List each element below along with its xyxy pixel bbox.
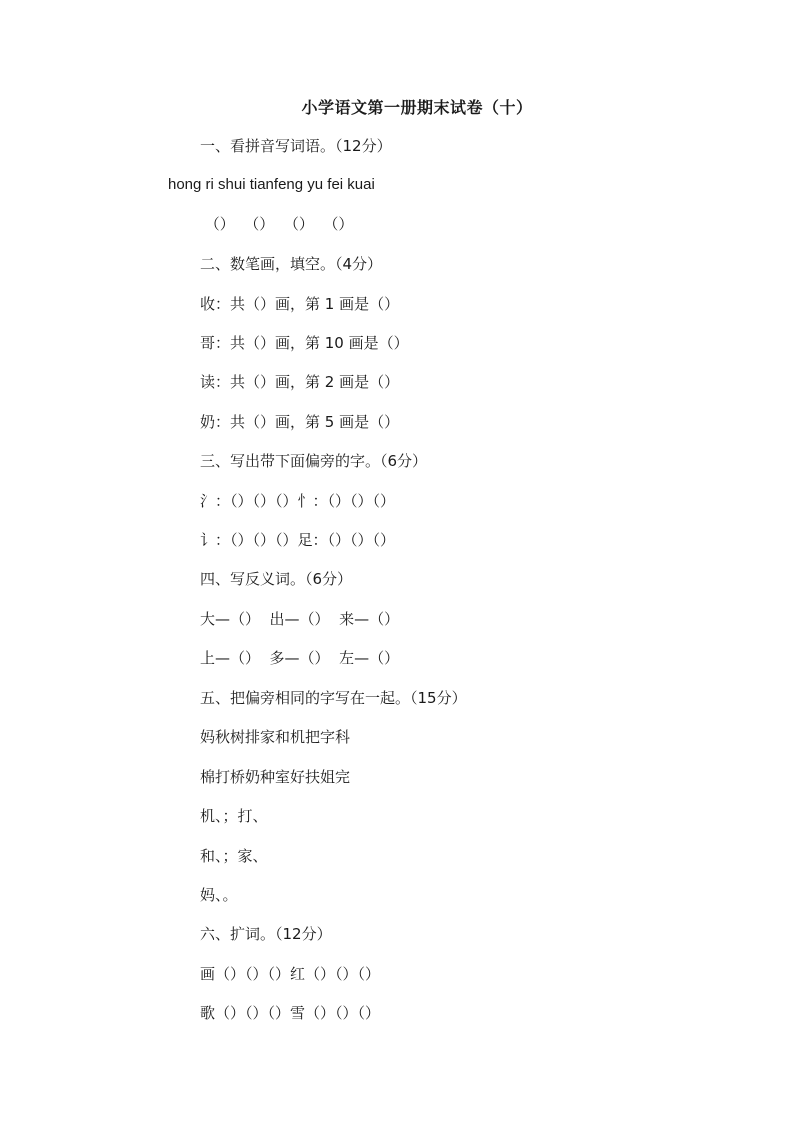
expand-words-row-2: 歌（）（）（）雪（）（）（） [200, 1004, 381, 1022]
grouping-answer-2: 和、；家、 [200, 847, 268, 865]
radical-question-2: 讠：（）（）（）足：（）（）（） [200, 531, 396, 549]
expand-words-row-1: 画（）（）（）红（）（）（） [200, 965, 381, 983]
section-heading-4: 四、写反义词。（6分） [200, 570, 353, 588]
character-list-1: 妈秋树排家和机把字科 [200, 728, 351, 746]
antonym-row-2: 上—（） 多—（） 左—（） [200, 649, 400, 667]
document-title: 小学语文第一册期末试卷（十） [301, 98, 533, 117]
pinyin-line: hong ri shui tianfeng yu fei kuai [168, 176, 375, 193]
character-list-2: 棉打桥奶种室好扶姐完 [200, 768, 351, 786]
stroke-question-3: 读：共（）画，第 2 画是（） [200, 373, 400, 391]
grouping-answer-1: 机、；打、 [200, 807, 268, 825]
radical-question-1: 氵：（）（）（）忄：（）（）（） [200, 492, 396, 510]
antonym-row-1: 大—（） 出—（） 来—（） [200, 610, 400, 628]
stroke-question-2: 哥：共（）画，第 10 画是（） [200, 334, 409, 352]
section-heading-5: 五、把偏旁相同的字写在一起。（15分） [200, 689, 467, 707]
stroke-question-4: 奶：共（）画，第 5 画是（） [200, 413, 400, 431]
grouping-answer-3: 妈、。 [200, 886, 238, 904]
answer-blanks-line: （） （） （） （） [200, 215, 354, 233]
section-heading-3: 三、写出带下面偏旁的字。（6分） [200, 452, 428, 470]
section-heading-2: 二、数笔画，填空。（4分） [200, 255, 383, 273]
section-heading-1: 一、看拼音写词语。（12分） [200, 137, 392, 155]
section-heading-6: 六、扩词。（12分） [200, 925, 332, 943]
stroke-question-1: 收：共（）画，第 1 画是（） [200, 295, 400, 313]
